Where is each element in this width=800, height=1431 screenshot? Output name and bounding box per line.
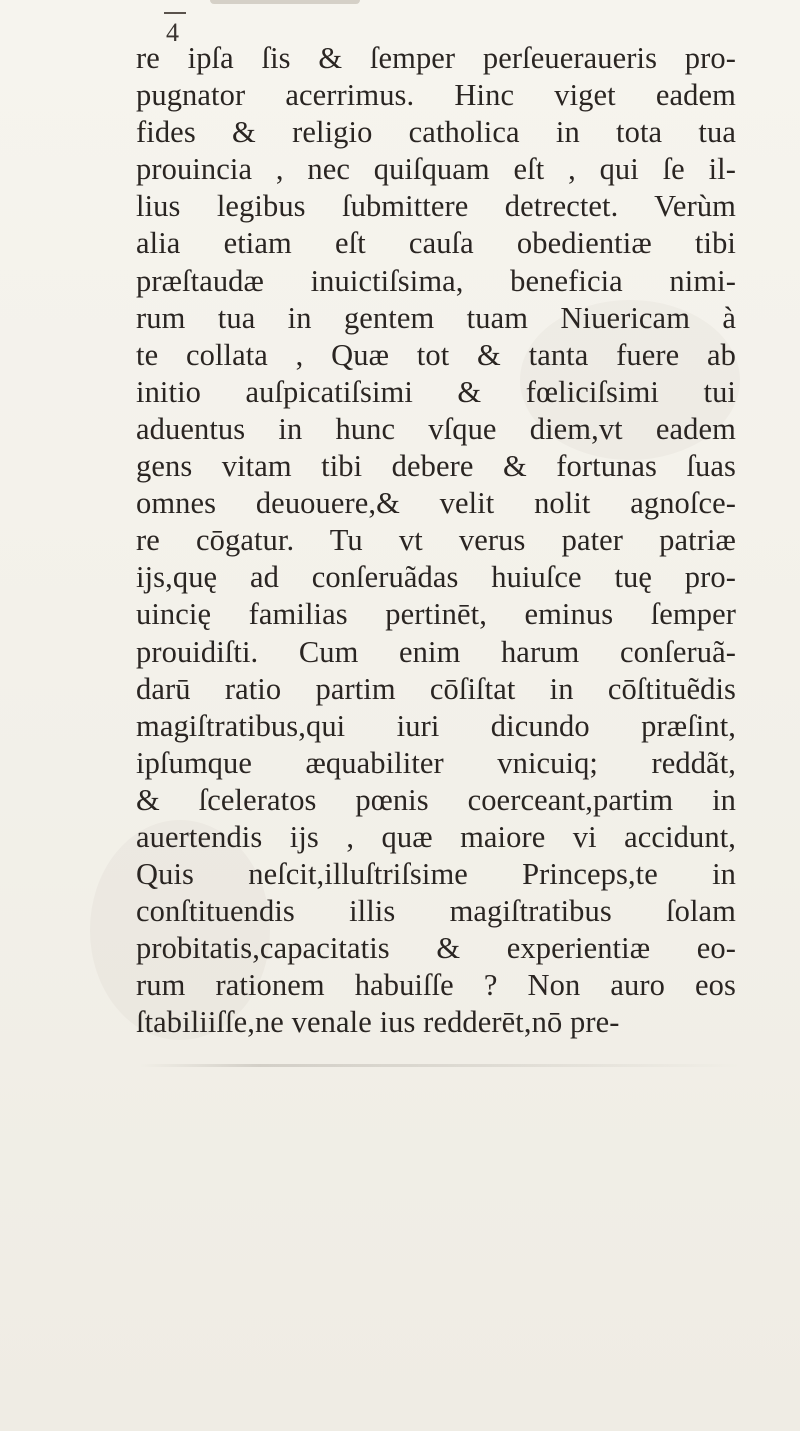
bottom-shadow-line	[140, 1064, 740, 1067]
text-line: omnes deuouere,& velit nolit agnoſce-	[136, 486, 736, 521]
text-line: probitatis,capacitatis & experientiæ eo-	[136, 931, 736, 966]
text-line: fides & religio catholica in tota tua	[136, 115, 736, 150]
text-line: re cōgatur. Tu vt verus pater patriæ	[136, 523, 736, 558]
text-line: alia etiam eſt cauſa obedientiæ tibi	[136, 226, 736, 261]
body-text	[136, 40, 736, 1042]
text-line: aduentus in hunc vſque diem,vt eadem	[136, 411, 736, 446]
text-line: prouincia , nec quiſquam eſt , qui ſe il-	[136, 152, 736, 187]
text-line: uincię familias pertinēt, eminus ſemper	[136, 597, 736, 632]
text-line: ijs,quę ad conſeruãdas huiuſce tuę pro-	[136, 560, 736, 595]
text-line: conſtituendis illis magiſtratibus ſolam	[136, 894, 736, 929]
text-line: darū ratio partim cōſiſtat in cōſtituẽdis	[136, 671, 736, 706]
text-line: initio auſpicatiſsimi & fœliciſsimi tui	[136, 374, 736, 409]
text-line: ipſumque æquabiliter vnicuiq; reddãt,	[136, 745, 736, 780]
text-line: & ſceleratos pœnis coerceant,partim in	[136, 782, 736, 817]
text-line: lius legibus ſubmittere detrectet. Verùm	[136, 189, 736, 224]
text-line: auertendis ijs , quæ maiore vi accidunt,	[136, 819, 736, 854]
text-line: ſtabiliiſſe,ne venale ius redderēt,nō pre-	[136, 1005, 620, 1040]
page-number: 4	[166, 18, 179, 47]
page-top-edge	[210, 0, 360, 4]
text-line: re ipſa ſis & ſemper perſeueraueris pro-	[136, 41, 736, 75]
text-line: præſtaudæ inuictiſsima, beneficia nimi-	[136, 263, 736, 298]
text-line: pugnator acerrimus. Hinc viget eadem	[136, 78, 736, 113]
text-line: prouidiſti. Cum enim harum conſeruã-	[136, 634, 736, 669]
text-line: rum tua in gentem tuam Niuericam à	[136, 300, 736, 335]
text-line: gens vitam tibi debere & fortunas ſuas	[136, 449, 736, 484]
text-line: Quis neſcit,illuſtriſsime Princeps,te in	[136, 857, 736, 892]
text-line: rum rationem habuiſſe ? Non auro eos	[136, 968, 736, 1003]
text-line: magiſtratibus,qui iuri dicundo præſint,	[136, 708, 736, 743]
text-line: te collata , Quæ tot & tanta fuere ab	[136, 337, 736, 372]
